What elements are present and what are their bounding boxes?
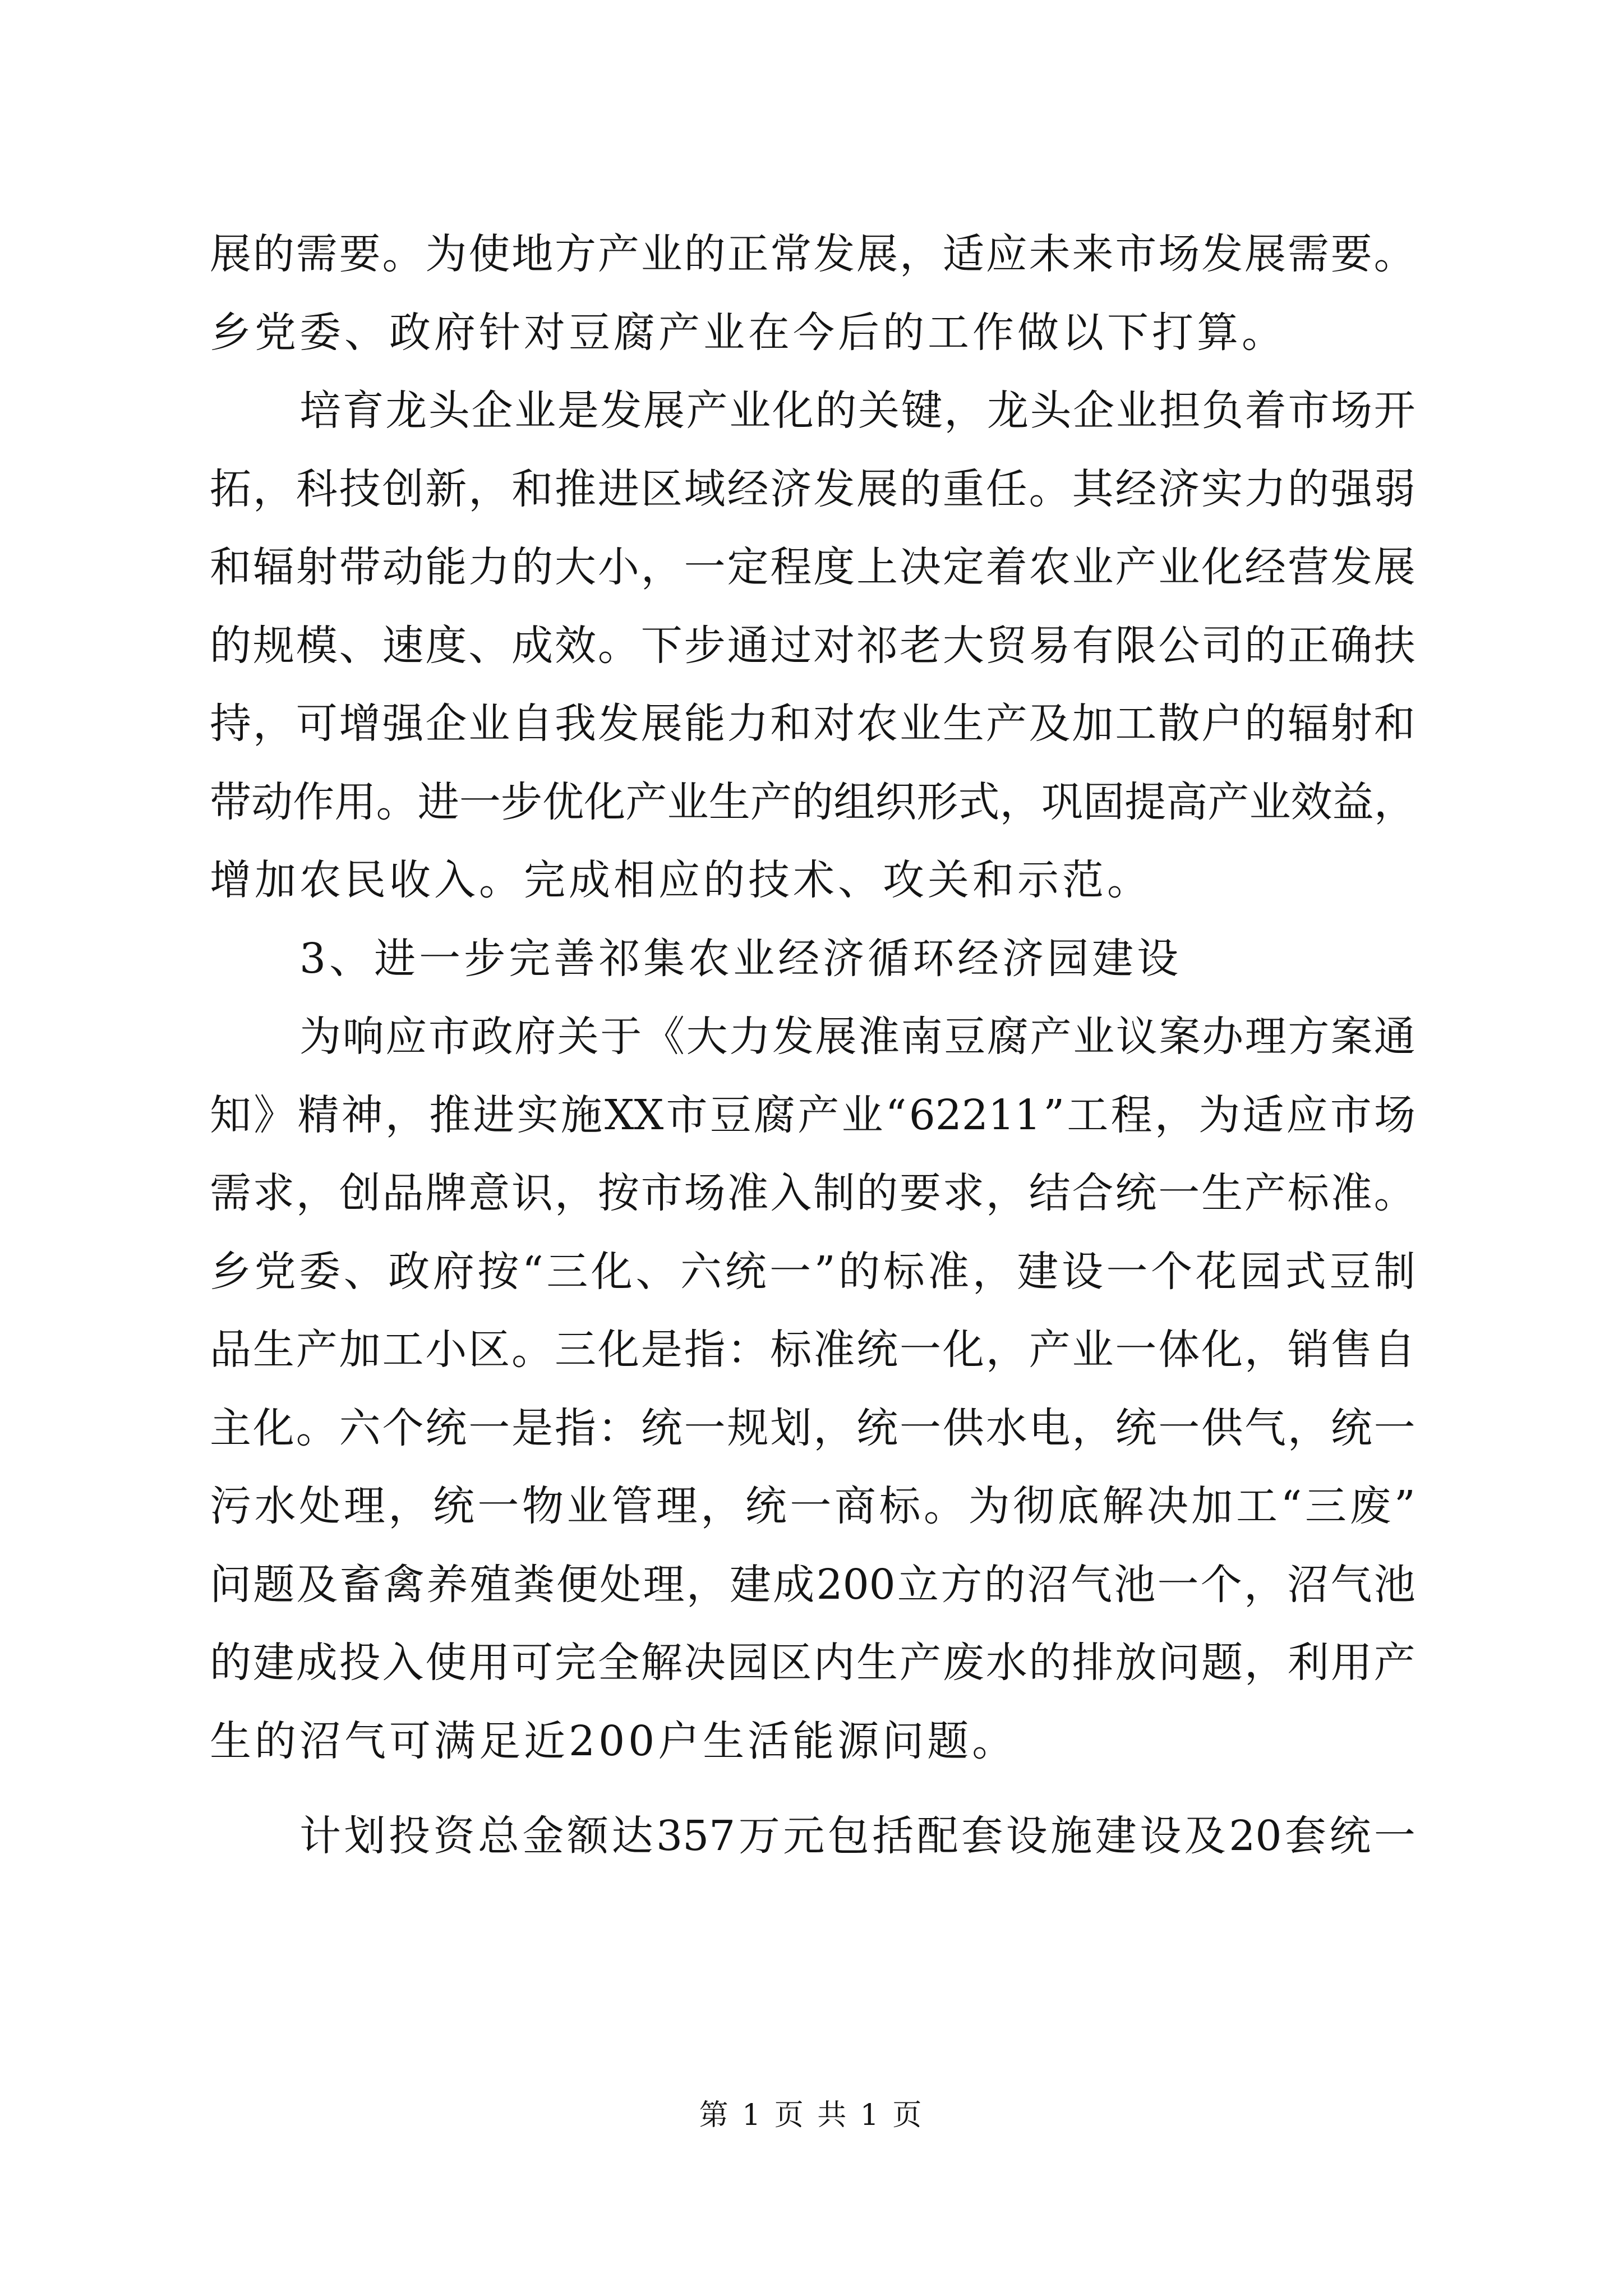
page-number-footer: 第 1 页 共 1 页 <box>699 2099 924 2132</box>
text-line: 持 ， 可 增 强 企 业 自 我 发 展 能 力 和 对 农 业 生 产 及 加 工 散 户 的 辐 射 和 <box>210 700 1415 748</box>
text-line: 知 》 精 神 ， 推 进 实 施 XX 市 豆 腐 产 业 “ 62211 ” 工 程 ， 为 适 应 市 场 <box>210 1091 1415 1139</box>
text-line: 问 题 及 畜 禽 养 殖 粪 便 处 理 ， 建 成 200 立 方 的 沼 气 池 一 个 ， 沼 气 池 <box>210 1560 1415 1609</box>
paragraph-gap <box>210 1780 1415 1797</box>
section-heading: 3、进一步完善祁集农业经济循环经济园建设 <box>299 934 1182 983</box>
text-line: 展 的 需 要 。 为 使 地 方 产 业 的 正 常 发 展 ， 适 应 未 来 市 场 发 展 需 要 。 <box>210 230 1415 278</box>
text-line: 需 求 ， 创 品 牌 意 识 ， 按 市 场 准 入 制 的 要 求 ， 结 合 统 一 生 产 标 准 。 <box>210 1169 1415 1217</box>
text-line: 的 建 成 投 入 使 用 可 完 全 解 决 园 区 内 生 产 废 水 的 排 放 问 题 ， 利 用 产 <box>210 1639 1415 1687</box>
text-line: 拓 ， 科 技 创 新 ， 和 推 进 区 域 经 济 发 展 的 重 任 。 其 经 济 实 力 的 强 弱 <box>210 464 1415 513</box>
text-line: 的 规 模 、 速 度 、 成 效 。 下 步 通 过 对 祁 老 大 贸 易 有 限 公 司 的 正 确 扶 <box>210 621 1415 670</box>
text-line: 污 水 处 理 ， 统 一 物 业 管 理 ， 统 一 商 标 。 为 彻 底 解 决 加 工 “ 三 废 ” <box>210 1482 1415 1530</box>
text-line: 生的沼气可满足近200户生活能源问题。 <box>210 1717 1017 1765</box>
text-line: 培 育 龙 头 企 业 是 发 展 产 业 化 的 关 键 ， 龙 头 企 业 担 负 着 市 场 开 <box>299 386 1415 435</box>
text-line: 增加农民收入。完成相应的技术、攻关和示范。 <box>210 856 1152 904</box>
text-line: 计 划 投 资 总 金 额 达 357 万 元 包 括 配 套 设 施 建 设 及 20 套 统 一 <box>299 1812 1415 1860</box>
document-body <box>210 215 1415 1876</box>
text-line: 为 响 应 市 政 府 关 于 《 大 力 发 展 淮 南 豆 腐 产 业 议 案 办 理 方 案 通 <box>299 1013 1415 1061</box>
text-line: 主 化 。 六 个 统 一 是 指 ： 统 一 规 划 ， 统 一 供 水 电 ， 统 一 供 气 ， 统 一 <box>210 1404 1415 1452</box>
text-line: 乡党委、政府针对豆腐产业在今后的工作做以下打算。 <box>210 308 1287 357</box>
text-line: 和 辐 射 带 动 能 力 的 大 小 ， 一 定 程 度 上 决 定 着 农 业 产 业 化 经 营 发 展 <box>210 543 1415 591</box>
text-line: 带 动 作 用 。 进 一 步 优 化 产 业 生 产 的 组 织 形 式 ， 巩 固 提 高 产 业 效 益 ， <box>210 777 1415 826</box>
text-line: 乡 党 委 、 政 府 按 “ 三 化 、 六 统 一 ” 的 标 准 ， 建 设 一 个 花 园 式 豆 制 <box>210 1247 1415 1296</box>
text-line: 品 生 产 加 工 小 区 。 三 化 是 指 ： 标 准 统 一 化 ， 产 业 一 体 化 ， 销 售 自 <box>210 1326 1415 1374</box>
